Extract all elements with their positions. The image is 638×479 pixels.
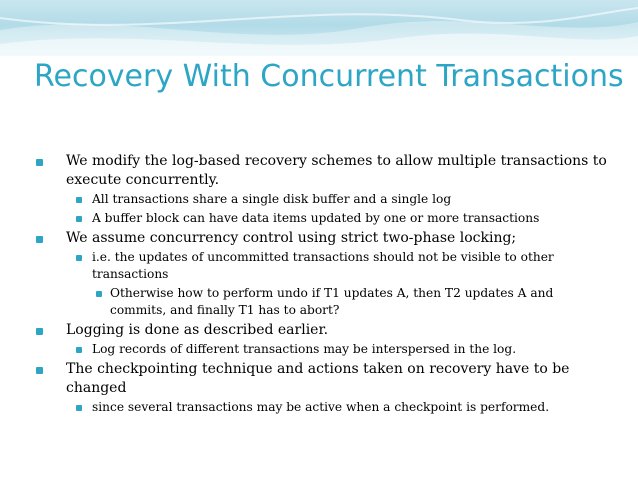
bullet-square-icon	[36, 236, 43, 243]
slide-title: Recovery With Concurrent Transactions	[34, 59, 624, 94]
bullet-square-icon	[76, 255, 82, 261]
bullet-text: The checkpointing technique and actions taken on recovery have to be changed	[66, 361, 570, 396]
bullet-square-icon	[36, 328, 43, 335]
bullet-item	[30, 321, 610, 340]
header-decoration	[0, 0, 638, 56]
bullet-square-icon	[36, 159, 43, 166]
bullet-text: A buffer block can have data items updated by one or more transactions	[92, 211, 540, 225]
bullet-square-icon	[76, 405, 82, 411]
bullet-item	[30, 229, 610, 248]
bullet-text: We assume concurrency control using strict two-phase locking;	[66, 230, 517, 246]
bullet-square-icon	[36, 367, 43, 374]
bullet-text: since several transactions may be active when a checkpoint is performed.	[92, 400, 550, 414]
bullet-text: We modify the log-based recovery schemes to allow multiple transactions to execute concurrently.	[66, 153, 607, 188]
bullet-square-icon	[76, 216, 82, 222]
bullet-item	[30, 399, 610, 416]
bullet-item	[30, 285, 610, 319]
bullet-item	[30, 152, 610, 190]
wave-decoration	[0, 0, 638, 56]
bullet-text: All transactions share a single disk buffer and a single log	[92, 192, 452, 206]
bullet-text: i.e. the updates of uncommitted transactions should not be visible to other transactions	[92, 250, 554, 281]
bullet-item	[30, 360, 610, 398]
bullet-item	[30, 249, 610, 283]
bullet-text: Log records of different transactions may be interspersed in the log.	[92, 342, 517, 356]
bullet-text: Logging is done as described earlier.	[66, 322, 329, 338]
bullet-square-icon	[76, 197, 82, 203]
bullet-square-icon	[76, 347, 82, 353]
bullet-item	[30, 191, 610, 208]
bullet-square-icon	[96, 291, 102, 297]
bullet-text: Otherwise how to perform undo if T1 updates A, then T2 updates A and commits, and finally T1 has to abort?	[110, 286, 554, 317]
bullet-list	[30, 152, 610, 418]
bullet-item	[30, 210, 610, 227]
bullet-item	[30, 341, 610, 358]
